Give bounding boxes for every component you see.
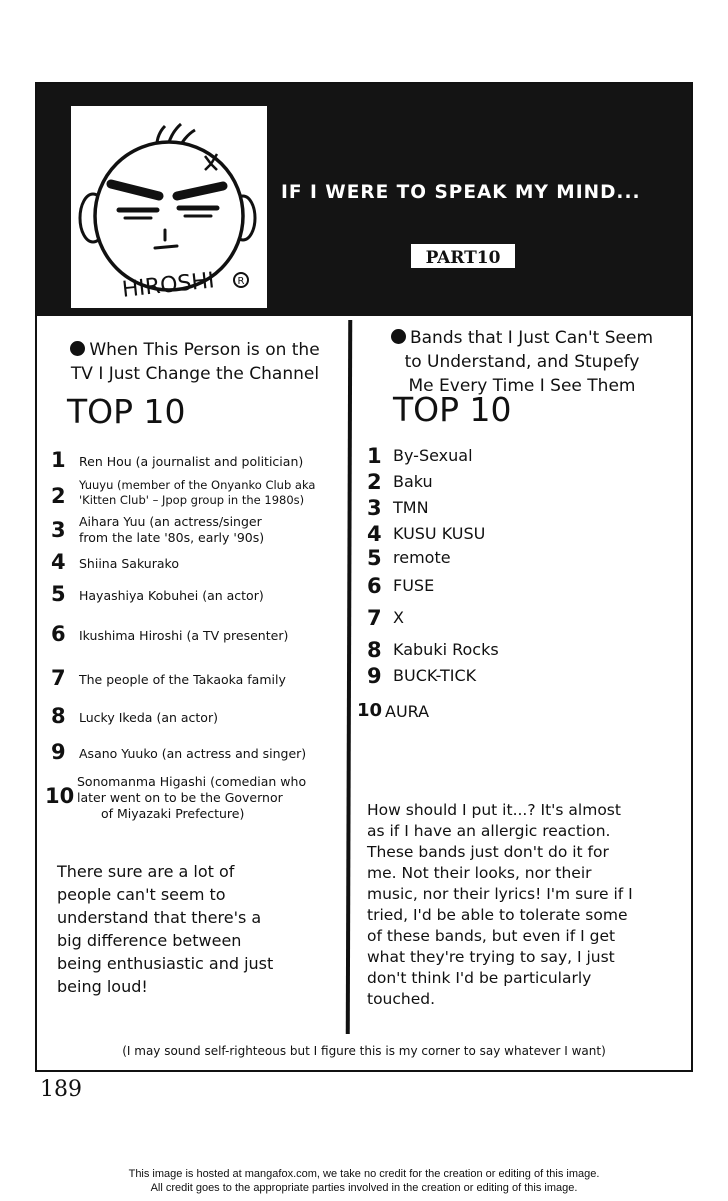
item-text: Sonomanma Higashi (comedian who [77,774,307,789]
note-line: music, nor their lyrics! I'm sure if I [367,885,633,903]
item-number: 7 [51,666,66,690]
item-number: 10 [357,700,383,721]
column-frame [35,82,693,1072]
page-number: 189 [40,1077,82,1102]
note-line: touched. [367,990,436,1008]
part-badge: PART10 [411,244,515,268]
note-line: tried, I'd be able to tolerate some [367,906,628,924]
right-heading-line-3: Me Every Time I See Them [408,376,636,396]
item-number: 9 [51,740,66,764]
item-text: X [393,608,404,627]
item-number: 8 [367,638,382,662]
item-text: Hayashiya Kobuhei (an actor) [79,588,264,603]
item-text: FUSE [393,576,435,595]
item-number: 2 [367,470,382,494]
left-heading-line-1: When This Person is on the [89,340,320,360]
item-text: Yuuyu (member of the Onyanko Club aka [79,478,316,492]
item-number: 8 [51,704,66,728]
item-number: 2 [51,484,66,508]
bullet-icon [70,341,85,356]
column-divider [346,320,352,1034]
hosting-notice-line-2: All credit goes to the appropriate parties involved in the creation or editing of this image. [150,1182,578,1194]
item-text: Baku [393,472,433,491]
note-line: me. Not their looks, nor their [367,864,592,882]
item-text: Kabuki Rocks [393,640,499,659]
item-text: Lucky Ikeda (an actor) [79,710,218,725]
item-number: 7 [367,606,382,630]
note-line: understand that there's a [57,908,262,927]
item-number: 1 [367,444,382,468]
note-line: people can't seem to [57,885,226,904]
item-text: 'Kitten Club' – Jpop group in the 1980s) [79,493,305,507]
item-text: By-Sexual [393,446,473,465]
item-number: 10 [45,784,75,808]
portrait-signature: HIROSHI [120,268,216,303]
item-text: Aihara Yuu (an actress/singer [79,514,262,529]
item-text: Ikushima Hiroshi (a TV presenter) [79,628,289,643]
item-number: 1 [51,448,66,472]
note-line: of these bands, but even if I get [367,927,616,945]
item-text: later went on to be the Governor [77,790,283,805]
item-number: 6 [367,574,382,598]
note-line: being enthusiastic and just [57,954,274,973]
item-text: TMN [393,498,429,517]
item-number: 9 [367,664,382,688]
item-number: 5 [367,546,382,570]
note-line: How should I put it...? It's almost [367,801,621,819]
item-number: 5 [51,582,66,606]
note-line: big difference between [57,931,242,950]
hiroshi-portrait [71,106,267,308]
note-line: as if I have an allergic reaction. [367,822,611,840]
bullet-icon [391,329,406,344]
left-note [57,860,273,998]
item-text: Ren Hou (a journalist and politician) [79,454,304,469]
item-text: KUSU KUSU [393,524,486,543]
hosting-notice [0,1167,728,1195]
note-line: There sure are a lot of [57,862,235,881]
note-line: what they're trying to say, I just [367,948,615,966]
right-heading-line-1: Bands that I Just Can't Seem [409,328,654,348]
item-number: 4 [367,522,382,546]
item-text: BUCK-TICK [393,666,477,685]
item-text: from the late '80s, early '90s) [79,530,265,545]
header-banner [37,84,691,316]
right-top10-label: TOP 10 [393,390,512,429]
item-text: remote [393,548,451,567]
item-number: 4 [51,550,66,574]
right-note [367,800,633,1010]
left-heading [45,338,345,386]
note-line: don't think I'd be particularly [367,969,592,987]
item-number: 3 [51,518,66,542]
item-text: Shiina Sakurako [79,556,179,571]
right-heading [355,326,689,398]
note-line: being loud! [57,977,148,996]
left-heading-line-2: TV I Just Change the Channel [70,364,320,384]
right-heading-line-2: to Understand, and Stupefy [404,352,640,372]
footer-note: (I may sound self-righteous but I figure this is my corner to say whatever I want) [122,1044,606,1058]
item-number: 6 [51,622,66,646]
note-line: These bands just don't do it for [367,843,609,861]
hosting-notice-line-1: This image is hosted at mangafox.com, we take no credit for the creation or editing of this image. [128,1168,600,1180]
item-text: of Miyazaki Prefecture) [101,806,245,821]
item-text: Asano Yuuko (an actress and singer) [79,746,307,761]
column-title: IF I WERE TO SPEAK MY MIND... [281,182,641,203]
hiroshi-face-icon [71,106,267,308]
item-text: The people of the Takaoka family [79,672,286,687]
item-text: AURA [385,702,430,721]
svg-text:R: R [237,276,245,287]
item-number: 3 [367,496,382,520]
left-top10-label: TOP 10 [67,392,186,431]
